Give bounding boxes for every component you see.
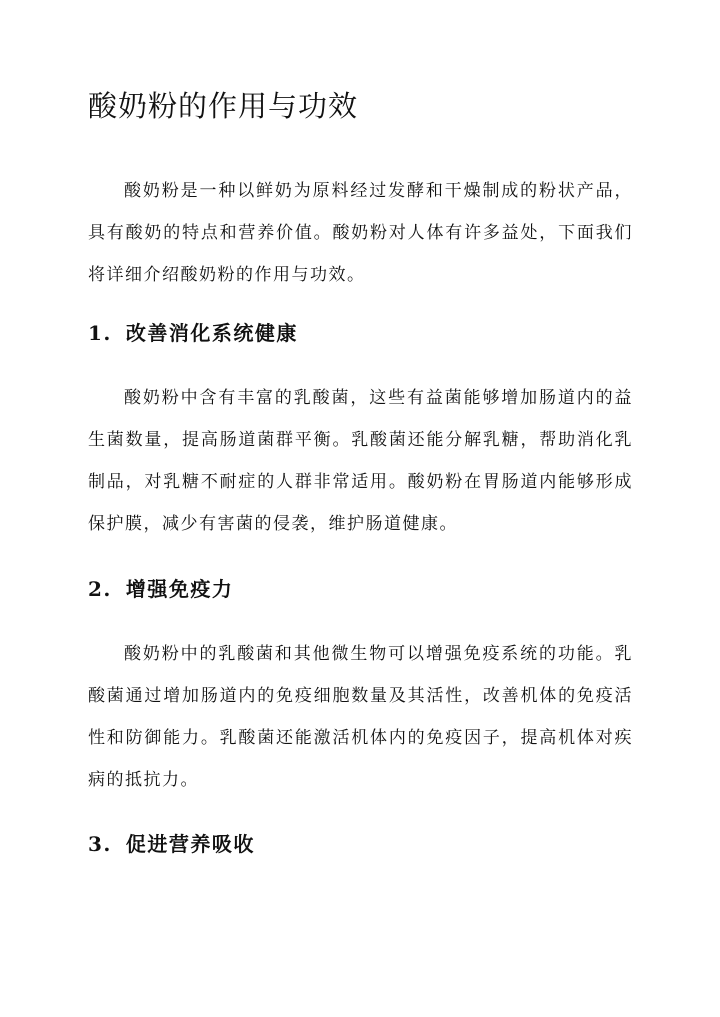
section-heading-1 [88, 316, 298, 350]
section-number: 1. [88, 321, 112, 345]
section-heading-text: 促进营养吸收 [125, 832, 255, 856]
section-number: 3. [88, 832, 112, 856]
page-title: 酸奶粉的作用与功效 [88, 89, 359, 123]
section-number: 2. [88, 577, 112, 601]
section-heading-2 [88, 572, 233, 606]
section-heading-3 [88, 827, 255, 861]
intro-paragraph: 酸奶粉是一种以鲜奶为原料经过发酵和干燥制成的粉状产品，具有酸奶的特点和营养价值。酸奶粉对人体有许多益处，下面我们将详细介绍酸奶粉的作用与功效。 [88, 181, 633, 285]
section-body-2: 酸奶粉中的乳酸菌和其他微生物可以增强免疫系统的功能。乳酸菌通过增加肠道内的免疫细胞数量及其活性，改善机体的免疫活性和防御能力。乳酸菌还能激活机体内的免疫因子，提高机体对疾病的抵抗力。 [88, 644, 633, 790]
section-body-1: 酸奶粉中含有丰富的乳酸菌，这些有益菌能够增加肠道内的益生菌数量，提高肠道菌群平衡。乳酸菌还能分解乳糖，帮助消化乳制品，对乳糖不耐症的人群非常适用。酸奶粉在胃肠道内能够形成保护膜，减少有害菌的侵袭，维护肠道健康。 [88, 388, 633, 534]
section-heading-text: 改善消化系统健康 [125, 321, 298, 345]
section-heading-text: 增强免疫力 [125, 577, 234, 601]
